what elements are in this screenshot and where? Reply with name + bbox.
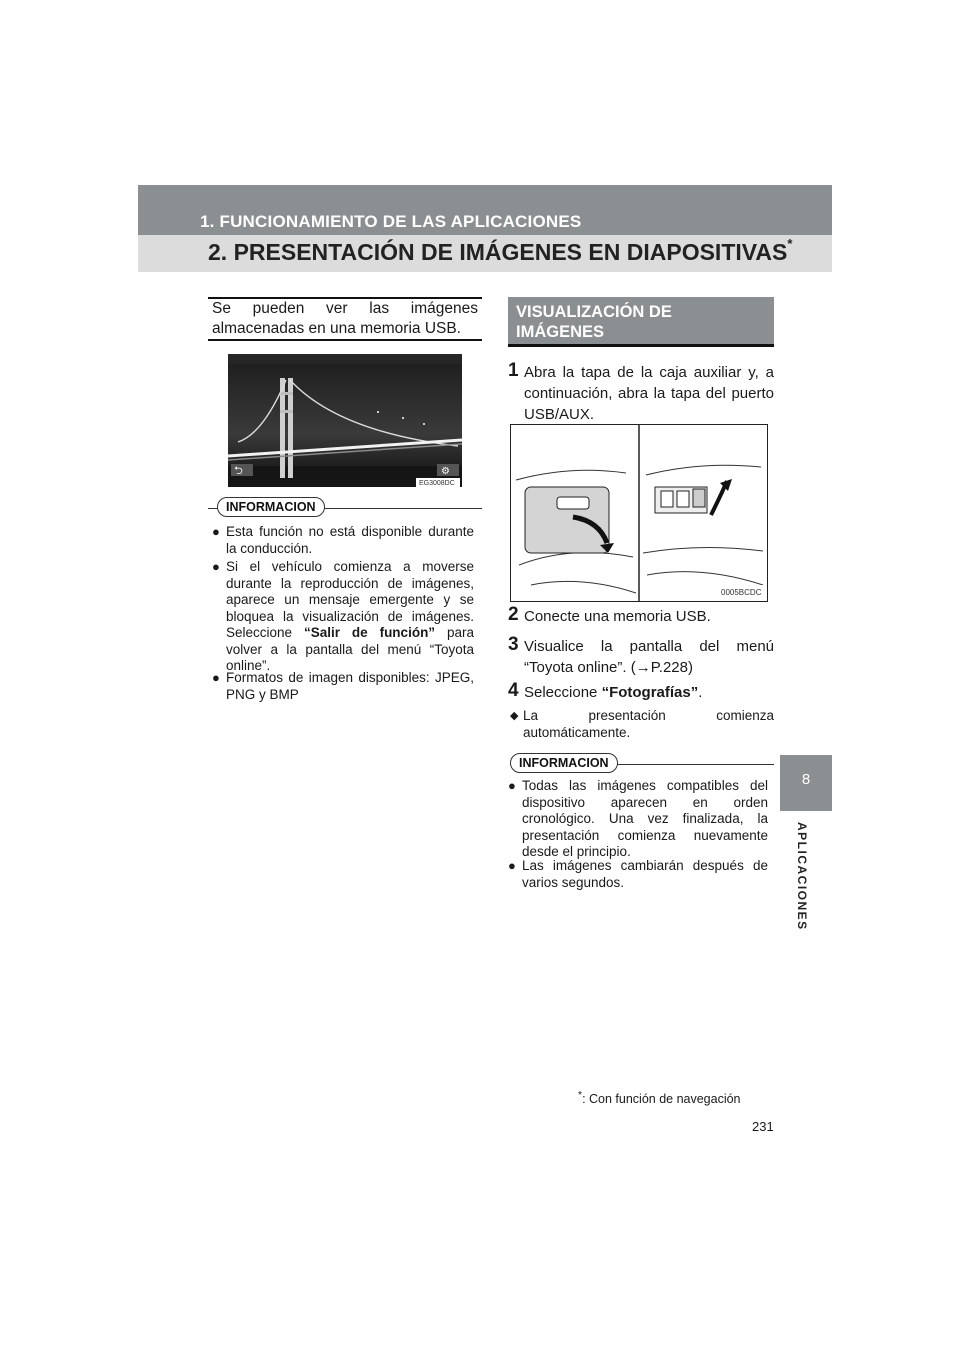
section-title: 1. FUNCIONAMIENTO DE LAS APLICACIONES: [200, 212, 582, 231]
step-number: 3: [508, 634, 519, 655]
intro-line-2: almacenadas en una memoria USB.: [212, 320, 461, 337]
bullet-icon: ●: [508, 858, 516, 873]
info-text: Las imágenes cambiarán después de varios segundos.: [522, 858, 768, 890]
info-item-right-2: [508, 858, 768, 891]
photo-code: EG3008DC: [419, 480, 455, 487]
step-text: Seleccione “Fotografías”.: [524, 684, 703, 701]
svg-text:⚙: ⚙: [441, 466, 450, 477]
chapter-label: APLICACIONES: [795, 822, 809, 931]
info-text: Formatos de imagen disponibles: JPEG, PNG y BMP: [226, 670, 474, 702]
info-item-left-3: [212, 670, 474, 703]
page-number: 231: [752, 1119, 774, 1134]
step-4-note: [510, 708, 774, 741]
step-1: [508, 362, 774, 425]
info-text: Si el vehículo comienza a moverse durante la reproducción de imágenes, aparece un mensaje emergente y se bloquea la visualización de imágenes. Seleccione “Salir de función” para volver a la pantalla del menú “Toyota online”.: [226, 559, 474, 673]
step-3: [508, 636, 774, 678]
bridge-night-illustration: [228, 354, 462, 487]
step-text: Visualice la pantalla del menú “Toyota online”. (→P.228): [524, 638, 774, 676]
bullet-icon: ●: [212, 524, 220, 539]
bullet-icon: ●: [212, 670, 220, 685]
console-illustration: [511, 425, 767, 601]
step-4: [508, 682, 774, 703]
info-label-right: INFORMACION: [510, 753, 618, 773]
slideshow-screen-image: [228, 354, 462, 487]
info-item-left-2: [212, 559, 474, 675]
step-number: 1: [508, 360, 519, 381]
info-text: Todas las imágenes compatibles del dispositivo aparecen en orden cronológico. Una vez finalizada, la presentación comienza nuevamente desde el principio.: [522, 778, 768, 859]
info-text: Esta función no está disponible durante la conducción.: [226, 524, 474, 556]
info-label-left: INFORMACION: [217, 497, 325, 517]
step-2: [508, 606, 774, 627]
info-item-right-1: [508, 778, 768, 861]
intro-box: [208, 297, 482, 341]
section-heading: VISUALIZACIÓN DE IMÁGENES: [508, 297, 774, 347]
usb-port-figure: [510, 424, 768, 602]
note-text: La presentación comienza automáticamente.: [523, 708, 774, 740]
svg-text:⮌: ⮌: [234, 464, 243, 477]
title-footnote-mark: *: [787, 236, 793, 252]
step-text: Abra la tapa de la caja auxiliar y, a continuación, abra la tapa del puerto USB/AUX.: [524, 364, 774, 423]
step-number: 4: [508, 680, 519, 701]
footnote: *: Con función de navegación: [578, 1090, 741, 1107]
bullet-icon: ●: [508, 778, 516, 793]
bullet-icon: ◆: [510, 710, 519, 722]
step-text: Conecte una memoria USB.: [524, 608, 711, 625]
step-number: 2: [508, 604, 519, 625]
bullet-icon: ●: [212, 559, 220, 574]
chapter-number: 8: [801, 771, 811, 788]
page-title: 2. PRESENTACIÓN DE IMÁGENES EN DIAPOSITIVAS*: [208, 236, 793, 265]
info-item-left-1: [212, 524, 474, 557]
intro-line-1: Se pueden ver las imágenes: [212, 300, 478, 317]
figure-code: 0005BCDC: [721, 588, 762, 597]
